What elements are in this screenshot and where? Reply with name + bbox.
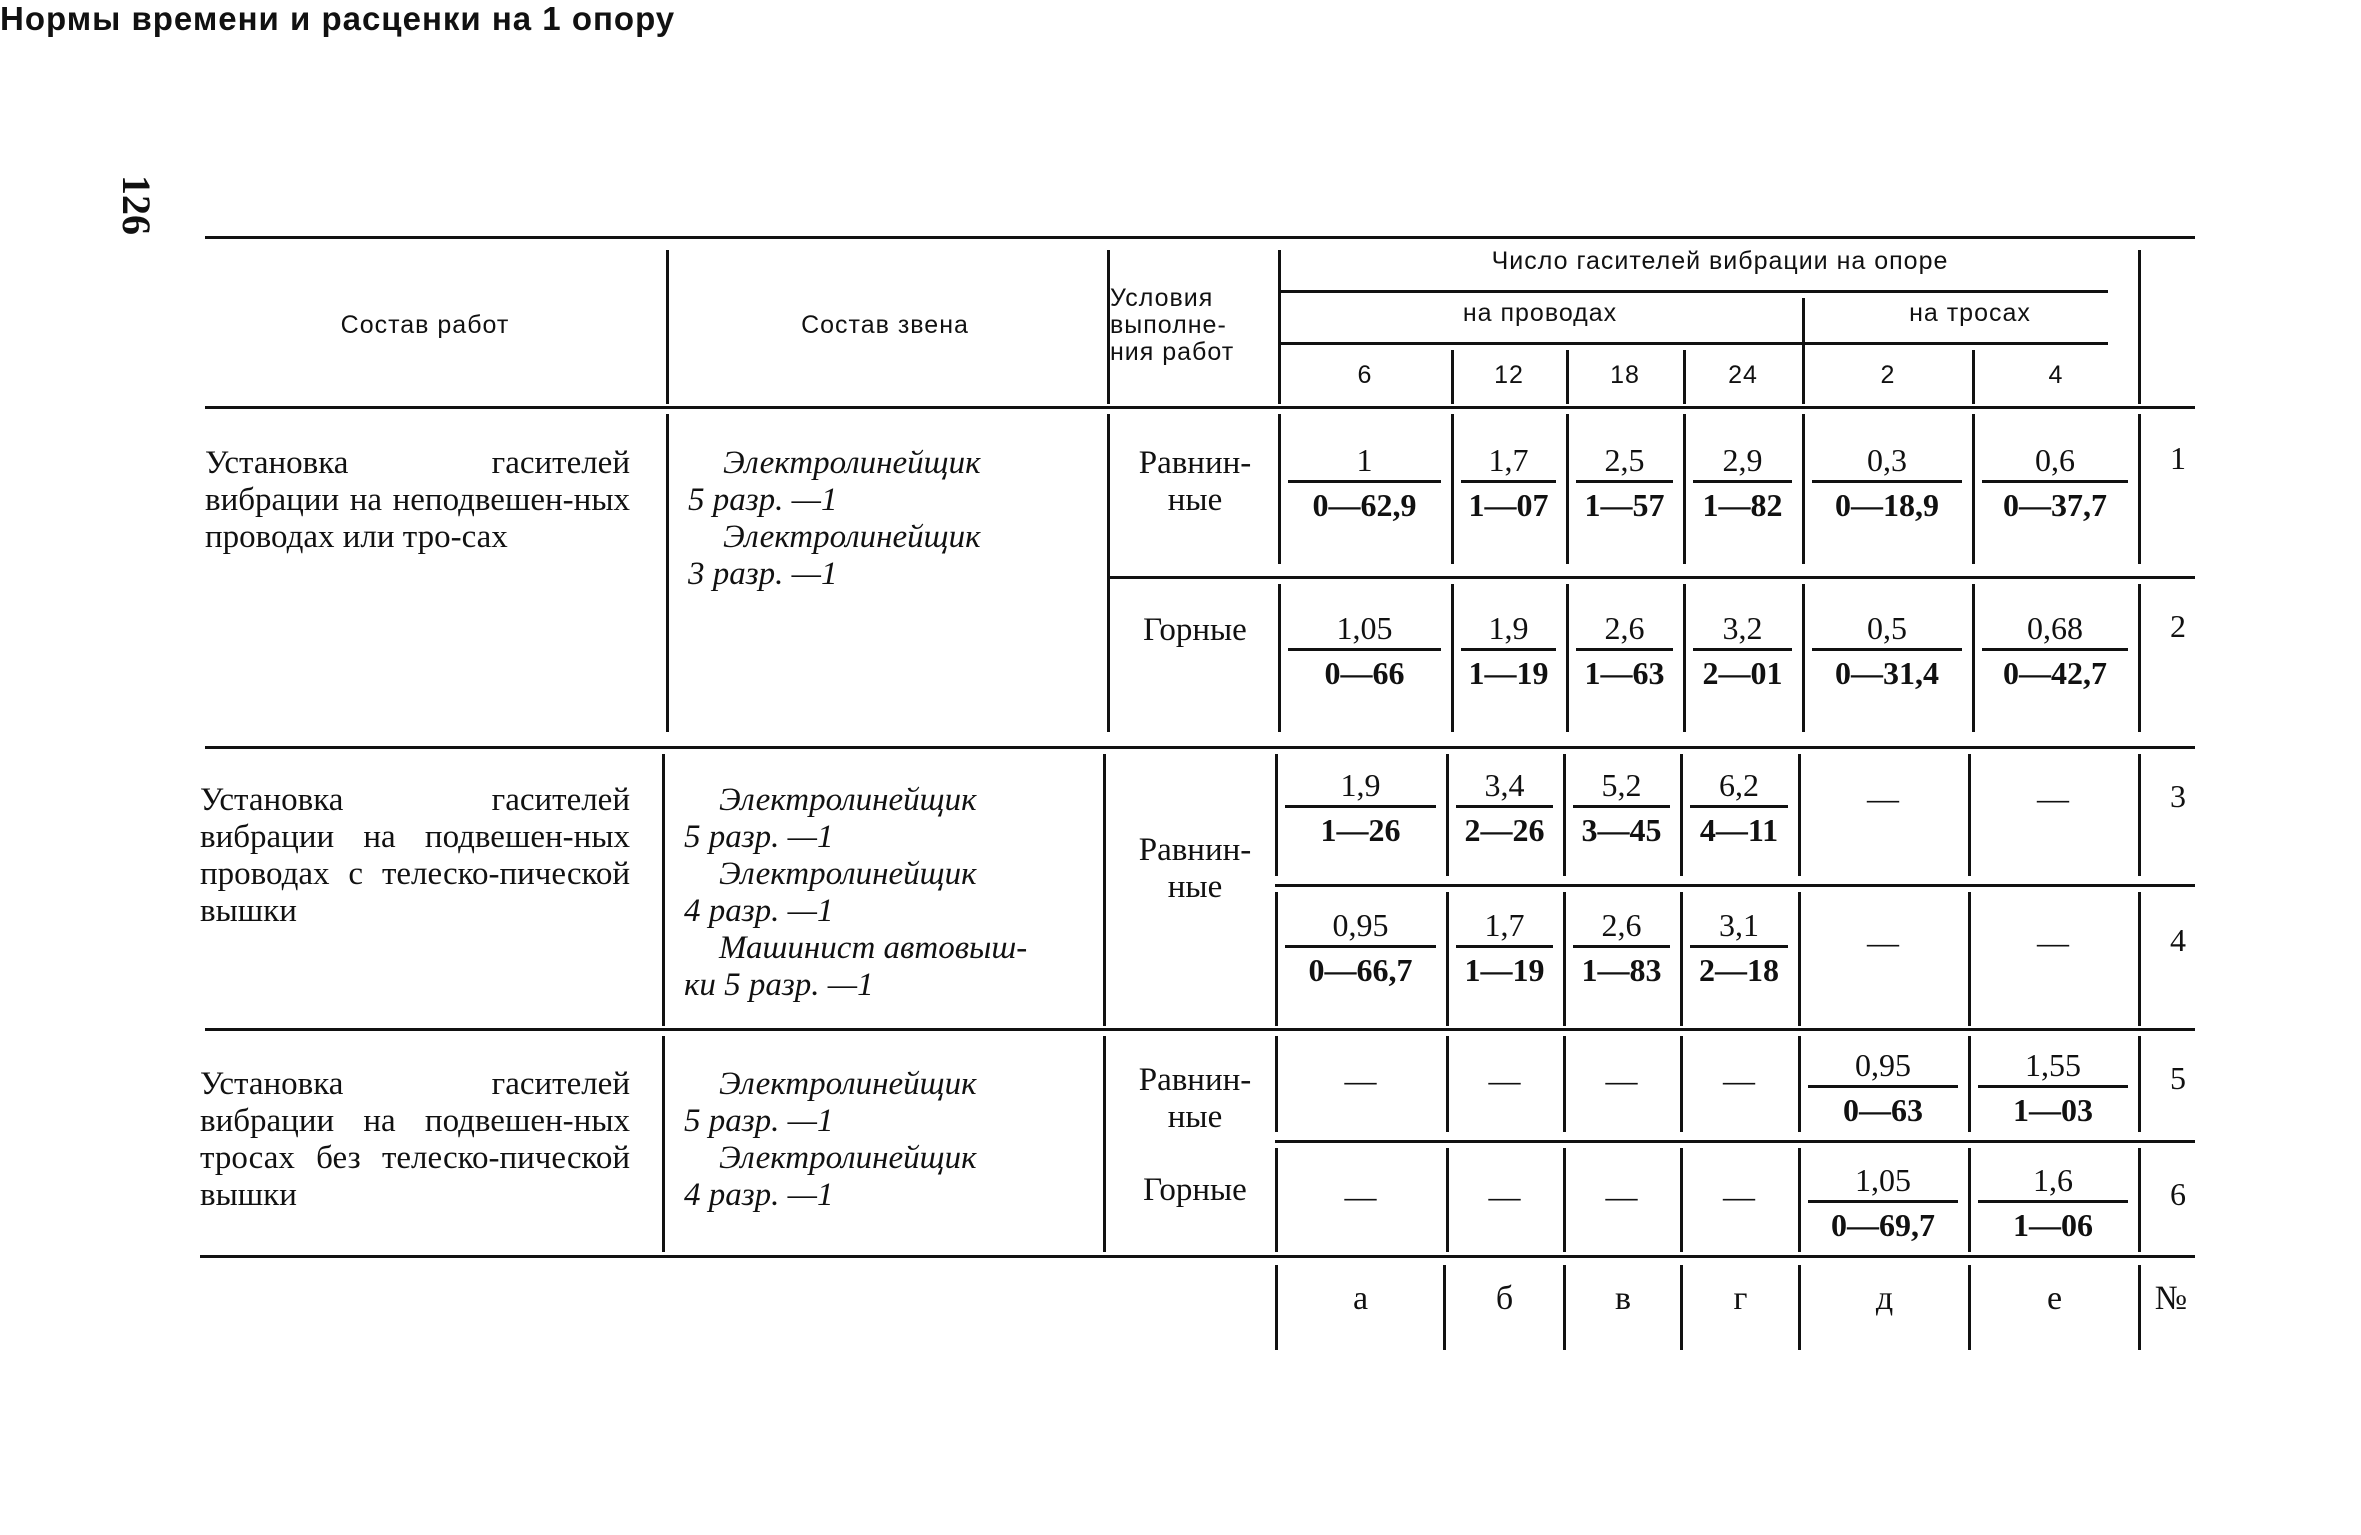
price-rate: 1—19 [1456,945,1553,990]
time-norm: 1,9 [1340,767,1381,803]
rate-cell [1971,1045,2135,1130]
time-norm: 0,95 [1332,907,1389,943]
time-norm: 0,3 [1867,442,1907,478]
row-number: 3 [2170,778,2186,814]
empty-cell: — [1488,1062,1521,1098]
page-number: 126 [114,175,159,235]
work-description: Установка гасителей вибрации на неподвешен-ных проводах или тро-сах [205,445,630,555]
price-rate: 4—11 [1690,805,1788,850]
row-number: 2 [2170,608,2186,644]
price-rate: 0—63 [1808,1085,1958,1130]
price-rate: 1—83 [1573,945,1670,990]
time-norm: 2,6 [1601,907,1642,943]
price-rate: 0—31,4 [1812,648,1962,693]
condition-flat: Равнин-ные [1138,1062,1252,1135]
time-norm: 1,55 [2025,1047,2081,1083]
empty-cell: — [1867,924,1899,960]
empty-cell: — [1605,1062,1638,1098]
header-col-4: 4 [2048,361,2064,389]
price-rate: 1—82 [1693,480,1792,525]
rate-cell [1454,608,1563,693]
time-norm: 1,7 [1484,907,1525,943]
rate-cell [1449,905,1560,990]
price-rate: 0—42,7 [1982,648,2128,693]
rate-cell [1801,1160,1965,1245]
work-description: Установка гасителей вибрации на подвешен-ных тросах без телеско-пической вышки [200,1066,630,1213]
empty-cell: — [2037,924,2069,960]
rate-cell [1975,608,2135,693]
rate-cell [1686,440,1799,525]
price-rate: 1—57 [1576,480,1673,525]
price-rate: 0—69,7 [1808,1200,1958,1245]
rate-cell [1971,1160,2135,1245]
price-rate: 3—45 [1573,805,1670,850]
header-col-24: 24 [1728,361,1758,389]
rate-cell [1566,765,1677,850]
price-rate: 1—06 [1978,1200,2128,1245]
condition-flat: Равнин-ные [1138,445,1252,518]
header-col-18: 18 [1610,361,1640,389]
condition-mountain: Горные [1143,1172,1247,1208]
time-norm: 0,5 [1867,610,1907,646]
price-rate: 1—19 [1461,648,1556,693]
header-wires: на проводах [1462,299,1618,327]
price-rate: 2—18 [1690,945,1788,990]
rate-cell [1686,608,1799,693]
rate-cell [1278,905,1443,990]
rate-cell [1801,1045,1965,1130]
price-rate: 2—01 [1693,648,1792,693]
rate-cell [1278,765,1443,850]
header-conditions: Условия выполне-ния работ [1110,284,1235,366]
price-rate: 0—18,9 [1812,480,1962,525]
row-number: 1 [2170,440,2186,476]
empty-cell: — [1605,1178,1638,1214]
time-norm: 3,4 [1484,767,1525,803]
rate-cell [1449,765,1560,850]
rate-cell [1805,608,1969,693]
price-rate: 0—37,7 [1982,480,2128,525]
column-code: г [1733,1280,1748,1317]
header-work: Состав работ [340,311,510,339]
time-norm: 1,05 [1855,1162,1911,1198]
time-norm: 3,1 [1719,907,1759,943]
header-col-6: 6 [1357,361,1373,389]
rate-cell [1683,905,1795,990]
price-rate: 1—63 [1576,648,1673,693]
time-norm: 1,9 [1488,610,1529,646]
condition-flat: Равнин-ные [1138,832,1252,905]
time-norm: 0,95 [1855,1047,1911,1083]
time-norm: 0,6 [2035,442,2075,478]
rate-cell [1566,905,1677,990]
time-norm: 1 [1356,442,1373,478]
column-code: д [1875,1280,1894,1317]
time-norm: 6,2 [1719,767,1759,803]
time-norm: 5,2 [1601,767,1642,803]
rate-cell [1281,440,1448,525]
empty-cell: — [1344,1062,1377,1098]
empty-cell: — [1723,1062,1755,1098]
time-norm: 2,5 [1604,442,1645,478]
time-norm: 1,7 [1488,442,1529,478]
column-code: е [2046,1280,2063,1317]
price-rate: 0—66,7 [1285,945,1436,990]
time-norm: 1,6 [2033,1162,2073,1198]
row-number: 5 [2170,1060,2186,1096]
rate-cell [1805,440,1969,525]
empty-cell: — [1488,1178,1521,1214]
rate-cell [1683,765,1795,850]
price-rate: 1—07 [1461,480,1556,525]
rate-cell [1281,608,1448,693]
time-norm: 1,05 [1336,610,1393,646]
header-col-2: 2 [1880,361,1896,389]
rate-cell [1569,608,1680,693]
time-norm: 2,6 [1604,610,1645,646]
empty-cell: — [1344,1178,1377,1214]
row-number: 4 [2170,922,2186,958]
header-crew: Состав звена [801,311,969,339]
empty-cell: — [2037,780,2069,816]
time-norm: 3,2 [1722,610,1763,646]
crew-composition: Электролинейщик 5 разр. —1 Электролинейщик 3 разр. —1 [688,445,981,592]
work-description: Установка гасителей вибрации на подвешен-ных проводах с телеско-пической вышки [200,782,630,929]
price-rate: 0—62,9 [1288,480,1441,525]
header-cables: на тросах [1909,299,2031,327]
row-number: 6 [2170,1176,2186,1212]
price-rate: 1—26 [1285,805,1436,850]
condition-mountain: Горные [1143,612,1247,648]
header-col-12: 12 [1494,361,1524,389]
price-rate: 0—66 [1288,648,1441,693]
time-norm: 0,68 [2027,610,2083,646]
crew-composition: Электролинейщик 5 разр. —1 Электролинейщик 4 разр. —1 [684,1066,977,1213]
header-count: Число гасителей вибрации на опоре [1491,247,1949,275]
rate-cell [1454,440,1563,525]
price-rate: 1—03 [1978,1085,2128,1130]
price-rate: 2—26 [1456,805,1553,850]
rate-cell [1975,440,2135,525]
time-norm: 2,9 [1722,442,1763,478]
column-code: б [1495,1280,1514,1317]
empty-cell: — [1867,780,1899,816]
column-code: а [1352,1280,1369,1317]
column-code: в [1614,1280,1632,1317]
column-code: № [2154,1280,2188,1317]
page-title: Нормы времени и расценки на 1 опору [0,0,676,37]
empty-cell: — [1723,1178,1755,1214]
rate-cell [1569,440,1680,525]
crew-composition: Электролинейщик 5 разр. —1 Электролинейщик 4 разр. —1 Машинист автовыш- ки 5 разр. —1 [684,782,1028,1003]
